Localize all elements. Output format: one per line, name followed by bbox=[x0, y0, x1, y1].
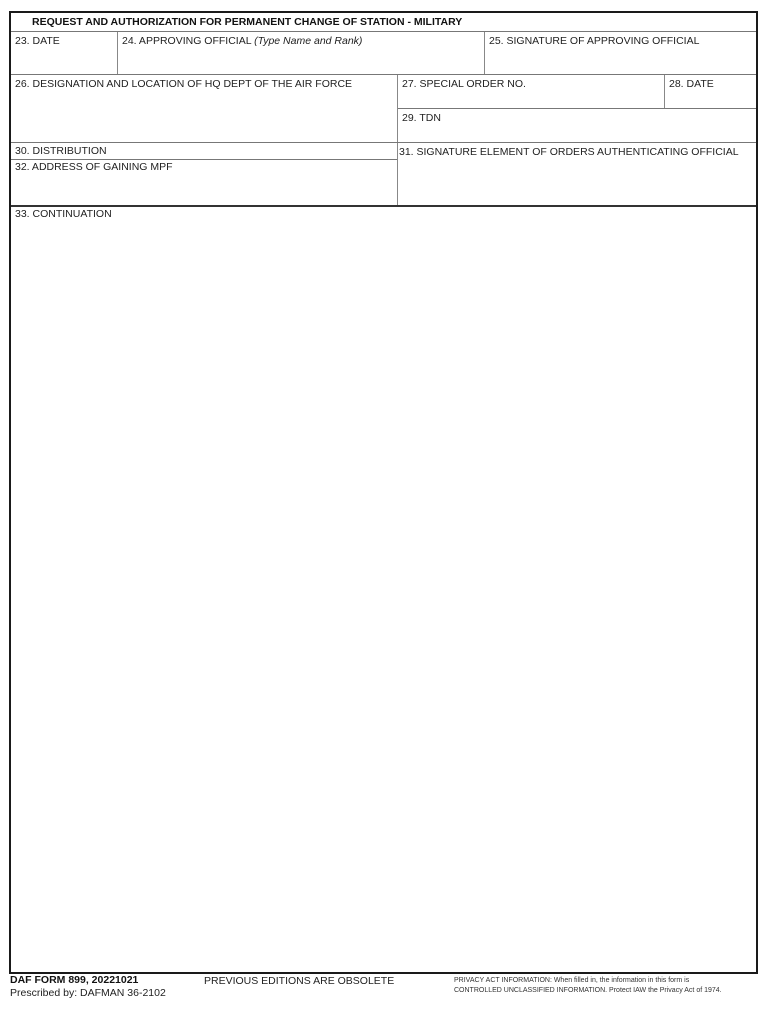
signature-element-31-cell[interactable] bbox=[398, 143, 756, 205]
designation-26-cell[interactable] bbox=[11, 75, 397, 142]
address-mpf-32-label: 32. ADDRESS OF GAINING MPF bbox=[15, 161, 173, 173]
date-23-input[interactable] bbox=[15, 49, 117, 71]
form-id: DAF FORM 899, 20221021 bbox=[10, 974, 139, 986]
tdn-29-label: 29. TDN bbox=[402, 112, 441, 124]
distribution-30-label: 30. DISTRIBUTION bbox=[15, 145, 107, 157]
date-23-label: 23. DATE bbox=[15, 35, 60, 47]
form-title-bar bbox=[11, 13, 756, 31]
continuation-33-input[interactable] bbox=[15, 225, 754, 969]
approving-official-24-cell[interactable] bbox=[118, 32, 484, 74]
signature-25-cell[interactable] bbox=[485, 32, 756, 74]
distribution-30-cell[interactable] bbox=[11, 143, 397, 159]
date-28-label: 28. DATE bbox=[669, 78, 714, 90]
special-order-27-cell[interactable] bbox=[398, 75, 664, 108]
date-28-cell[interactable] bbox=[665, 75, 756, 108]
address-mpf-32-cell[interactable] bbox=[11, 160, 397, 205]
designation-26-label: 26. DESIGNATION AND LOCATION OF HQ DEPT OF THE AIR FORCE bbox=[15, 78, 353, 90]
continuation-33-cell[interactable] bbox=[11, 207, 756, 972]
privacy-line-1: PRIVACY ACT INFORMATION: When filled in, the information in this form is bbox=[454, 977, 690, 984]
special-order-27-label: 27. SPECIAL ORDER NO. bbox=[402, 78, 526, 90]
privacy-line-2: CONTROLLED UNCLASSIFIED INFORMATION. Protect IAW the Privacy Act of 1974. bbox=[454, 987, 722, 994]
approving-official-24-label bbox=[122, 35, 362, 47]
form-page bbox=[9, 11, 758, 974]
continuation-33-label: 33. CONTINUATION bbox=[15, 208, 112, 220]
signature-25-label: 25. SIGNATURE OF APPROVING OFFICIAL bbox=[489, 35, 700, 47]
approving-official-24-input[interactable] bbox=[122, 49, 482, 71]
tdn-29-cell[interactable] bbox=[398, 109, 756, 142]
designation-26-input[interactable] bbox=[15, 93, 395, 141]
privacy-notice bbox=[454, 976, 722, 996]
approving-official-24-label-text: 24. APPROVING OFFICIAL bbox=[122, 35, 252, 47]
form-title: REQUEST AND AUTHORIZATION FOR PERMANENT CHANGE OF STATION - MILITARY bbox=[32, 16, 463, 28]
prescribed-by: Prescribed by: DAFMAN 36-2102 bbox=[10, 987, 166, 999]
approving-official-24-hint: (Type Name and Rank) bbox=[254, 35, 363, 47]
signature-element-31-label: 31. SIGNATURE ELEMENT OF ORDERS AUTHENTICATING OFFICIAL bbox=[399, 146, 739, 158]
date-23-cell[interactable] bbox=[11, 32, 117, 74]
editions-notice: PREVIOUS EDITIONS ARE OBSOLETE bbox=[204, 975, 395, 987]
